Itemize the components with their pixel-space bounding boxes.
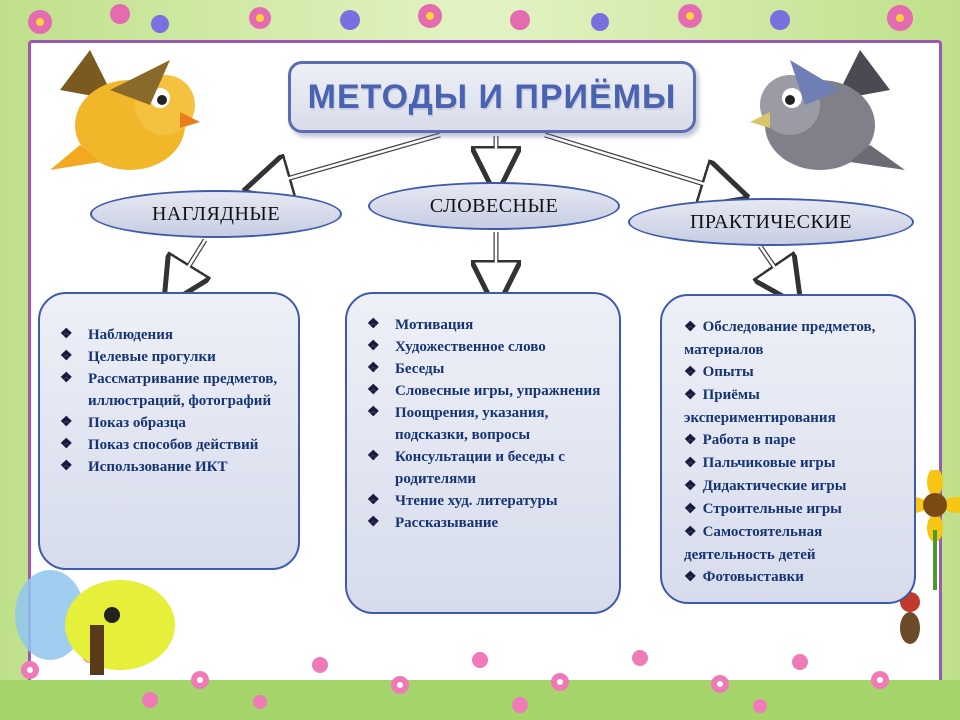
list-item-text: Рассказывание (395, 515, 499, 531)
bullet-icon: ❖ (367, 383, 380, 398)
list-item (684, 566, 900, 589)
list-item-text: Беседы (395, 361, 445, 377)
bullet-icon: ❖ (367, 493, 380, 508)
list-item-text: Работа в паре (702, 432, 796, 448)
bullet-icon: ❖ (60, 437, 73, 452)
list-item (684, 521, 900, 566)
bullet-icon: ❖ (367, 449, 380, 464)
bullet-icon: ❖ (367, 361, 380, 376)
bullet-icon: ❖ (684, 525, 697, 540)
list-item-text: Дидактические игры (702, 478, 847, 494)
list-item-text: Фотовыставки (702, 569, 804, 585)
list-item-text: Использование ИКТ (88, 459, 228, 475)
methods-card-practical (660, 294, 916, 604)
methods-card-verbal (345, 292, 621, 614)
bullet-icon: ❖ (60, 459, 73, 474)
list-item (365, 358, 605, 380)
list-item-text: Художественное слово (395, 339, 546, 355)
list-item-text: Пальчиковые игры (702, 455, 836, 471)
list-item-text: Обследование предметов, материалов (684, 319, 876, 358)
bullet-icon: ❖ (684, 388, 697, 403)
list-item (684, 498, 900, 521)
list-item-text: Приёмы экспериментирования (684, 387, 836, 426)
list-item-text: Консультации и беседы с родителями (395, 449, 565, 487)
list-item (684, 361, 900, 384)
list-item (365, 336, 605, 358)
list-item (365, 402, 605, 446)
bullet-icon: ❖ (684, 479, 697, 494)
list-item (58, 412, 284, 434)
page-title: МЕТОДЫ И ПРИЁМЫ (307, 77, 677, 116)
bullet-icon: ❖ (60, 371, 73, 386)
methods-list-visual (58, 324, 284, 478)
bullet-icon: ❖ (60, 415, 73, 430)
list-item (365, 380, 605, 402)
list-item-text: Поощрения, указания, подсказки, вопросы (395, 405, 549, 443)
bullet-icon: ❖ (684, 433, 697, 448)
list-item-text: Показ образца (88, 415, 186, 431)
bullet-icon: ❖ (60, 349, 73, 364)
list-item (684, 316, 900, 361)
bullet-icon: ❖ (684, 456, 697, 471)
category-oval-verbal: СЛОВЕСНЫЕ (368, 182, 620, 230)
bullet-icon: ❖ (684, 570, 697, 585)
list-item (58, 456, 284, 478)
list-item (365, 446, 605, 490)
bullet-icon: ❖ (367, 339, 380, 354)
list-item (365, 512, 605, 534)
bullet-icon: ❖ (684, 365, 697, 380)
list-item-text: Самостоятельная деятельность детей (684, 524, 823, 563)
title-box (288, 61, 696, 133)
list-item-text: Показ способов действий (88, 437, 259, 453)
list-item (365, 314, 605, 336)
bullet-icon: ❖ (367, 405, 380, 420)
methods-list-verbal (365, 314, 605, 534)
list-item-text: Словесные игры, упражнения (395, 383, 601, 399)
list-item (58, 346, 284, 368)
methods-card-visual (38, 292, 300, 570)
list-item (58, 368, 284, 412)
methods-list-practical (684, 316, 900, 589)
bullet-icon: ❖ (60, 327, 73, 342)
list-item (365, 490, 605, 512)
list-item-text: Целевые прогулки (88, 349, 216, 365)
list-item (684, 475, 900, 498)
list-item (684, 429, 900, 452)
list-item (684, 384, 900, 429)
list-item (58, 324, 284, 346)
list-item-text: Мотивация (395, 317, 474, 333)
bullet-icon: ❖ (367, 515, 380, 530)
list-item-text: Рассматривание предметов, иллюстраций, фотографий (88, 371, 278, 409)
list-item (58, 434, 284, 456)
bullet-icon: ❖ (684, 502, 697, 517)
category-oval-visual: НАГЛЯДНЫЕ (90, 190, 342, 238)
bullet-icon: ❖ (684, 320, 697, 335)
list-item-text: Строительные игры (702, 501, 842, 517)
bullet-icon: ❖ (367, 317, 380, 332)
list-item-text: Опыты (702, 364, 754, 380)
list-item-text: Наблюдения (88, 327, 173, 343)
list-item-text: Чтение худ. литературы (395, 493, 558, 509)
category-oval-practical: ПРАКТИЧЕСКИЕ (628, 198, 914, 246)
list-item (684, 452, 900, 475)
